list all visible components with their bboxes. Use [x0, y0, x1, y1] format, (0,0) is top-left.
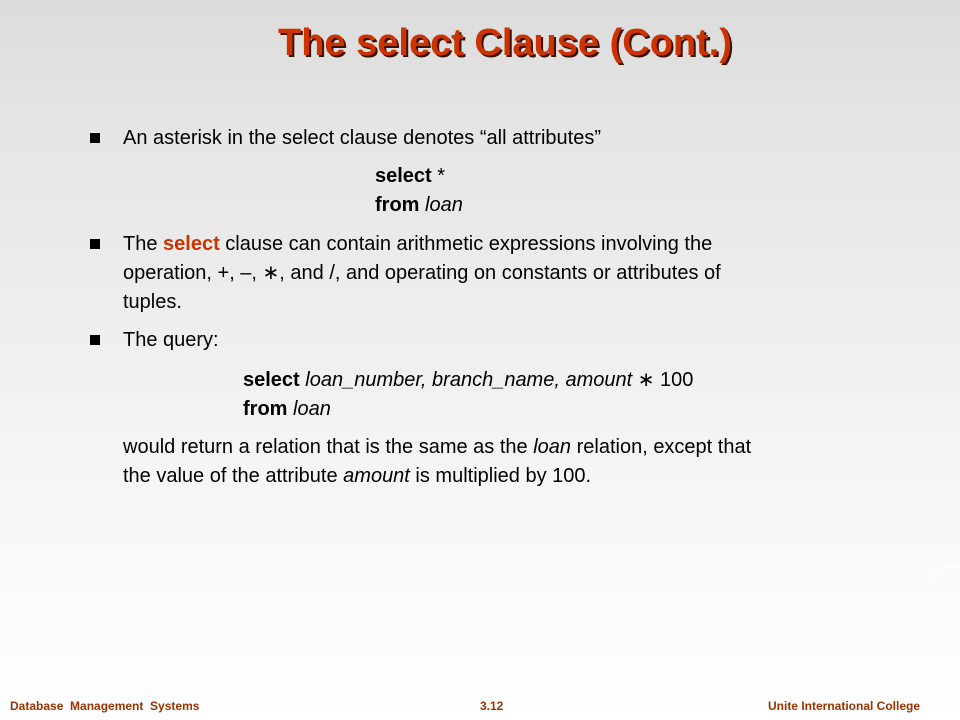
- code-line-from: [243, 395, 331, 424]
- relation-name: loan: [425, 194, 463, 216]
- result-paragraph: [123, 433, 903, 491]
- bullet-line: [123, 230, 853, 259]
- bullet-text: An asterisk in the select clause denotes “all attributes”: [123, 127, 602, 149]
- bullet-line: tuples.: [123, 291, 182, 313]
- bullet-text: The query:: [123, 329, 219, 351]
- footer-slide-number: 3.12: [480, 699, 504, 713]
- keyword-select-highlight: select: [163, 233, 220, 255]
- bullet-line: operation, +, –, ∗, and /, and operating on constants or attributes of: [123, 262, 721, 284]
- slide-title: The select Clause (Cont.): [278, 22, 732, 64]
- multiply-expression: ∗ 100: [632, 369, 694, 391]
- bullet-text: [123, 230, 853, 317]
- code-line-select: [375, 162, 445, 191]
- keyword-from: from: [243, 398, 288, 420]
- keyword-select: select: [375, 165, 432, 187]
- text-fragment: The: [123, 233, 164, 255]
- footer-course: Database Management Systems: [10, 699, 200, 713]
- text-fragment: is multiplied by 100.: [409, 465, 592, 487]
- text-fragment: would return a relation that is the same as the: [123, 436, 534, 458]
- attribute-name: amount: [343, 465, 410, 487]
- text-fragment: the value of the attribute: [123, 465, 344, 487]
- select-star: *: [431, 165, 446, 187]
- attribute-list: loan_number, branch_name, amount: [305, 369, 633, 391]
- code-line-select: [243, 366, 693, 395]
- paragraph-line: [123, 462, 903, 491]
- footer-institution: Unite International College: [767, 699, 920, 713]
- page-curl-decoration: [934, 566, 960, 580]
- square-bullet-icon: [90, 335, 100, 345]
- square-bullet-icon: [90, 239, 100, 249]
- square-bullet-icon: [90, 133, 100, 143]
- keyword-select: select: [243, 369, 300, 391]
- relation-name: loan: [293, 398, 331, 420]
- text-fragment: clause can contain arithmetic expressions involving the: [219, 233, 713, 255]
- relation-name: loan: [533, 436, 572, 458]
- text-fragment: relation, except that: [571, 436, 752, 458]
- paragraph-line: [123, 433, 903, 462]
- code-line-from: [375, 191, 463, 220]
- keyword-from: from: [375, 194, 420, 216]
